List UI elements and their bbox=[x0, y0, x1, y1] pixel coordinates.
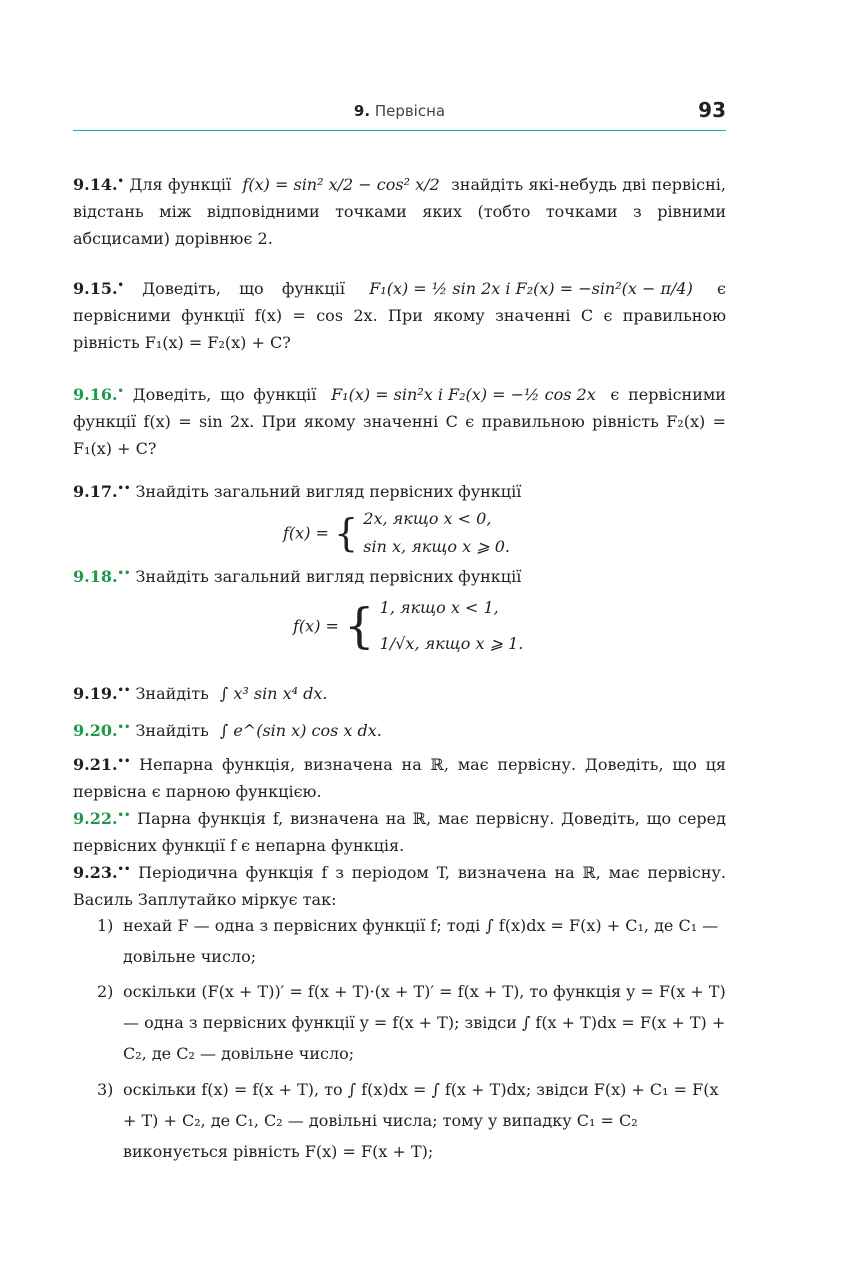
problem-number: 9.17.•• bbox=[73, 482, 131, 501]
problem-intro: Знайдіть загальний вигляд первісних функції bbox=[135, 482, 522, 501]
problem-text: Непарна функція, визначена на ℝ, має первісну. Доведіть, що ця первісна є парною функцією. bbox=[73, 755, 726, 801]
problem-number: 9.20.•• bbox=[73, 721, 131, 740]
problem-number: 9.19.•• bbox=[73, 684, 131, 703]
problem-intro: Доведіть, що функції bbox=[142, 279, 345, 298]
problem-9-20 bbox=[73, 714, 726, 744]
problem-text: Парна функція f, визначена на ℝ, має первісну. Доведіть, що серед первісних функції f є непарна функція. bbox=[73, 809, 726, 855]
problem-text: є первісними функції f(x) = sin 2x. При якому значенні C є правильною рівність F₂(x) = F₁(x) + C? bbox=[73, 385, 726, 458]
problem-intro: Знайдіть bbox=[135, 684, 209, 703]
problem-9-23 bbox=[73, 856, 726, 913]
problem-number: 9.23.•• bbox=[73, 863, 131, 882]
problem-number: 9.18.•• bbox=[73, 567, 131, 586]
problem-number: 9.22.•• bbox=[73, 809, 131, 828]
problem-formula: ∫ e^(sin x) cos x dx. bbox=[219, 721, 382, 740]
problem-formula: f(x) = sin² x/2 − cos² x/2 bbox=[242, 175, 440, 194]
problem-intro: Знайдіть загальний вигляд первісних функції bbox=[135, 567, 522, 586]
problem-text: Періодична функція f з періодом T, визначена на ℝ, має первісну. Василь Заплутайко міркує так: bbox=[73, 863, 726, 909]
problem-9-21 bbox=[73, 748, 726, 805]
piecewise-case: sin x, якщо x ⩾ 0. bbox=[363, 537, 510, 556]
problem-9-22 bbox=[73, 802, 726, 859]
problem-9-18 bbox=[73, 560, 726, 590]
problem-9-14 bbox=[73, 168, 726, 252]
problem-intro: Для функції bbox=[129, 175, 232, 194]
problem-number: 9.16.• bbox=[73, 385, 124, 404]
problem-number: 9.15.• bbox=[73, 279, 124, 298]
problem-intro: Доведіть, що функції bbox=[132, 385, 317, 404]
problem-intro: Знайдіть bbox=[135, 721, 209, 740]
piecewise-formula-9-18: f(x) = { 1, якщо x < 1, 1/√x, якщо x ⩾ 1. bbox=[293, 590, 523, 662]
section-title bbox=[73, 102, 726, 120]
problem-formula: F₁(x) = ½ sin 2x і F₂(x) = −sin²(x − π/4) bbox=[369, 279, 693, 298]
section-number: 9. bbox=[353, 102, 371, 120]
reasoning-step bbox=[97, 976, 726, 1069]
problem-number: 9.14.• bbox=[73, 175, 124, 194]
piecewise-case: 1, якщо x < 1, bbox=[379, 598, 499, 617]
step-number: 2) bbox=[97, 982, 114, 1001]
step-number: 3) bbox=[97, 1080, 114, 1099]
piecewise-case: 2x, якщо x < 0, bbox=[363, 509, 492, 528]
step-text: оскільки (F(x + T))′ = f(x + T)·(x + T)′ = f(x + T), то функція y = F(x + T) — одна з первісних функції y = f(x + T); звідси ∫ f(x + T)dx = F(x + T) + C₂, де C₂ — довільне число; bbox=[123, 982, 726, 1063]
problem-formula: F₁(x) = sin²x і F₂(x) = −½ cos 2x bbox=[331, 385, 596, 404]
step-text: нехай F — одна з первісних функції f; тоді ∫ f(x)dx = F(x) + C₁, де C₁ — довільне число; bbox=[123, 916, 719, 966]
step-number: 1) bbox=[97, 916, 114, 935]
page-header bbox=[73, 100, 726, 131]
problem-text: знайдіть які-небудь дві первісні, відстань між відповідними точками яких (тобто точками з рівними абсцисами) дорівнює 2. bbox=[73, 175, 726, 248]
problem-9-16 bbox=[73, 378, 726, 462]
problem-9-17 bbox=[73, 475, 726, 505]
problem-formula: ∫ x³ sin x⁴ dx. bbox=[219, 684, 328, 703]
reasoning-step bbox=[97, 910, 726, 972]
page-number: 93 bbox=[698, 98, 726, 122]
problem-number: 9.21.•• bbox=[73, 755, 131, 774]
problem-text: є первісними функції f(x) = cos 2x. При якому значенні C є правильною рівність F₁(x) = F₂(x) + C? bbox=[73, 279, 727, 352]
reasoning-step bbox=[97, 1074, 726, 1167]
piecewise-case: 1/√x, якщо x ⩾ 1. bbox=[379, 634, 524, 653]
problem-9-15 bbox=[73, 272, 726, 356]
step-text: оскільки f(x) = f(x + T), то ∫ f(x)dx = ∫ f(x + T)dx; звідси F(x) + C₁ = F(x + T) + C₂, де C₁, C₂ — довільні числа; тому у випадку C₁ = C₂ виконується рівність F(x) = F(x + T); bbox=[123, 1080, 719, 1161]
problem-9-19 bbox=[73, 677, 726, 707]
piecewise-formula-9-17: f(x) = { 2x, якщо x < 0, sin x, якщо x ⩾ 0. bbox=[283, 505, 510, 561]
section-title-text: Первісна bbox=[374, 102, 446, 120]
